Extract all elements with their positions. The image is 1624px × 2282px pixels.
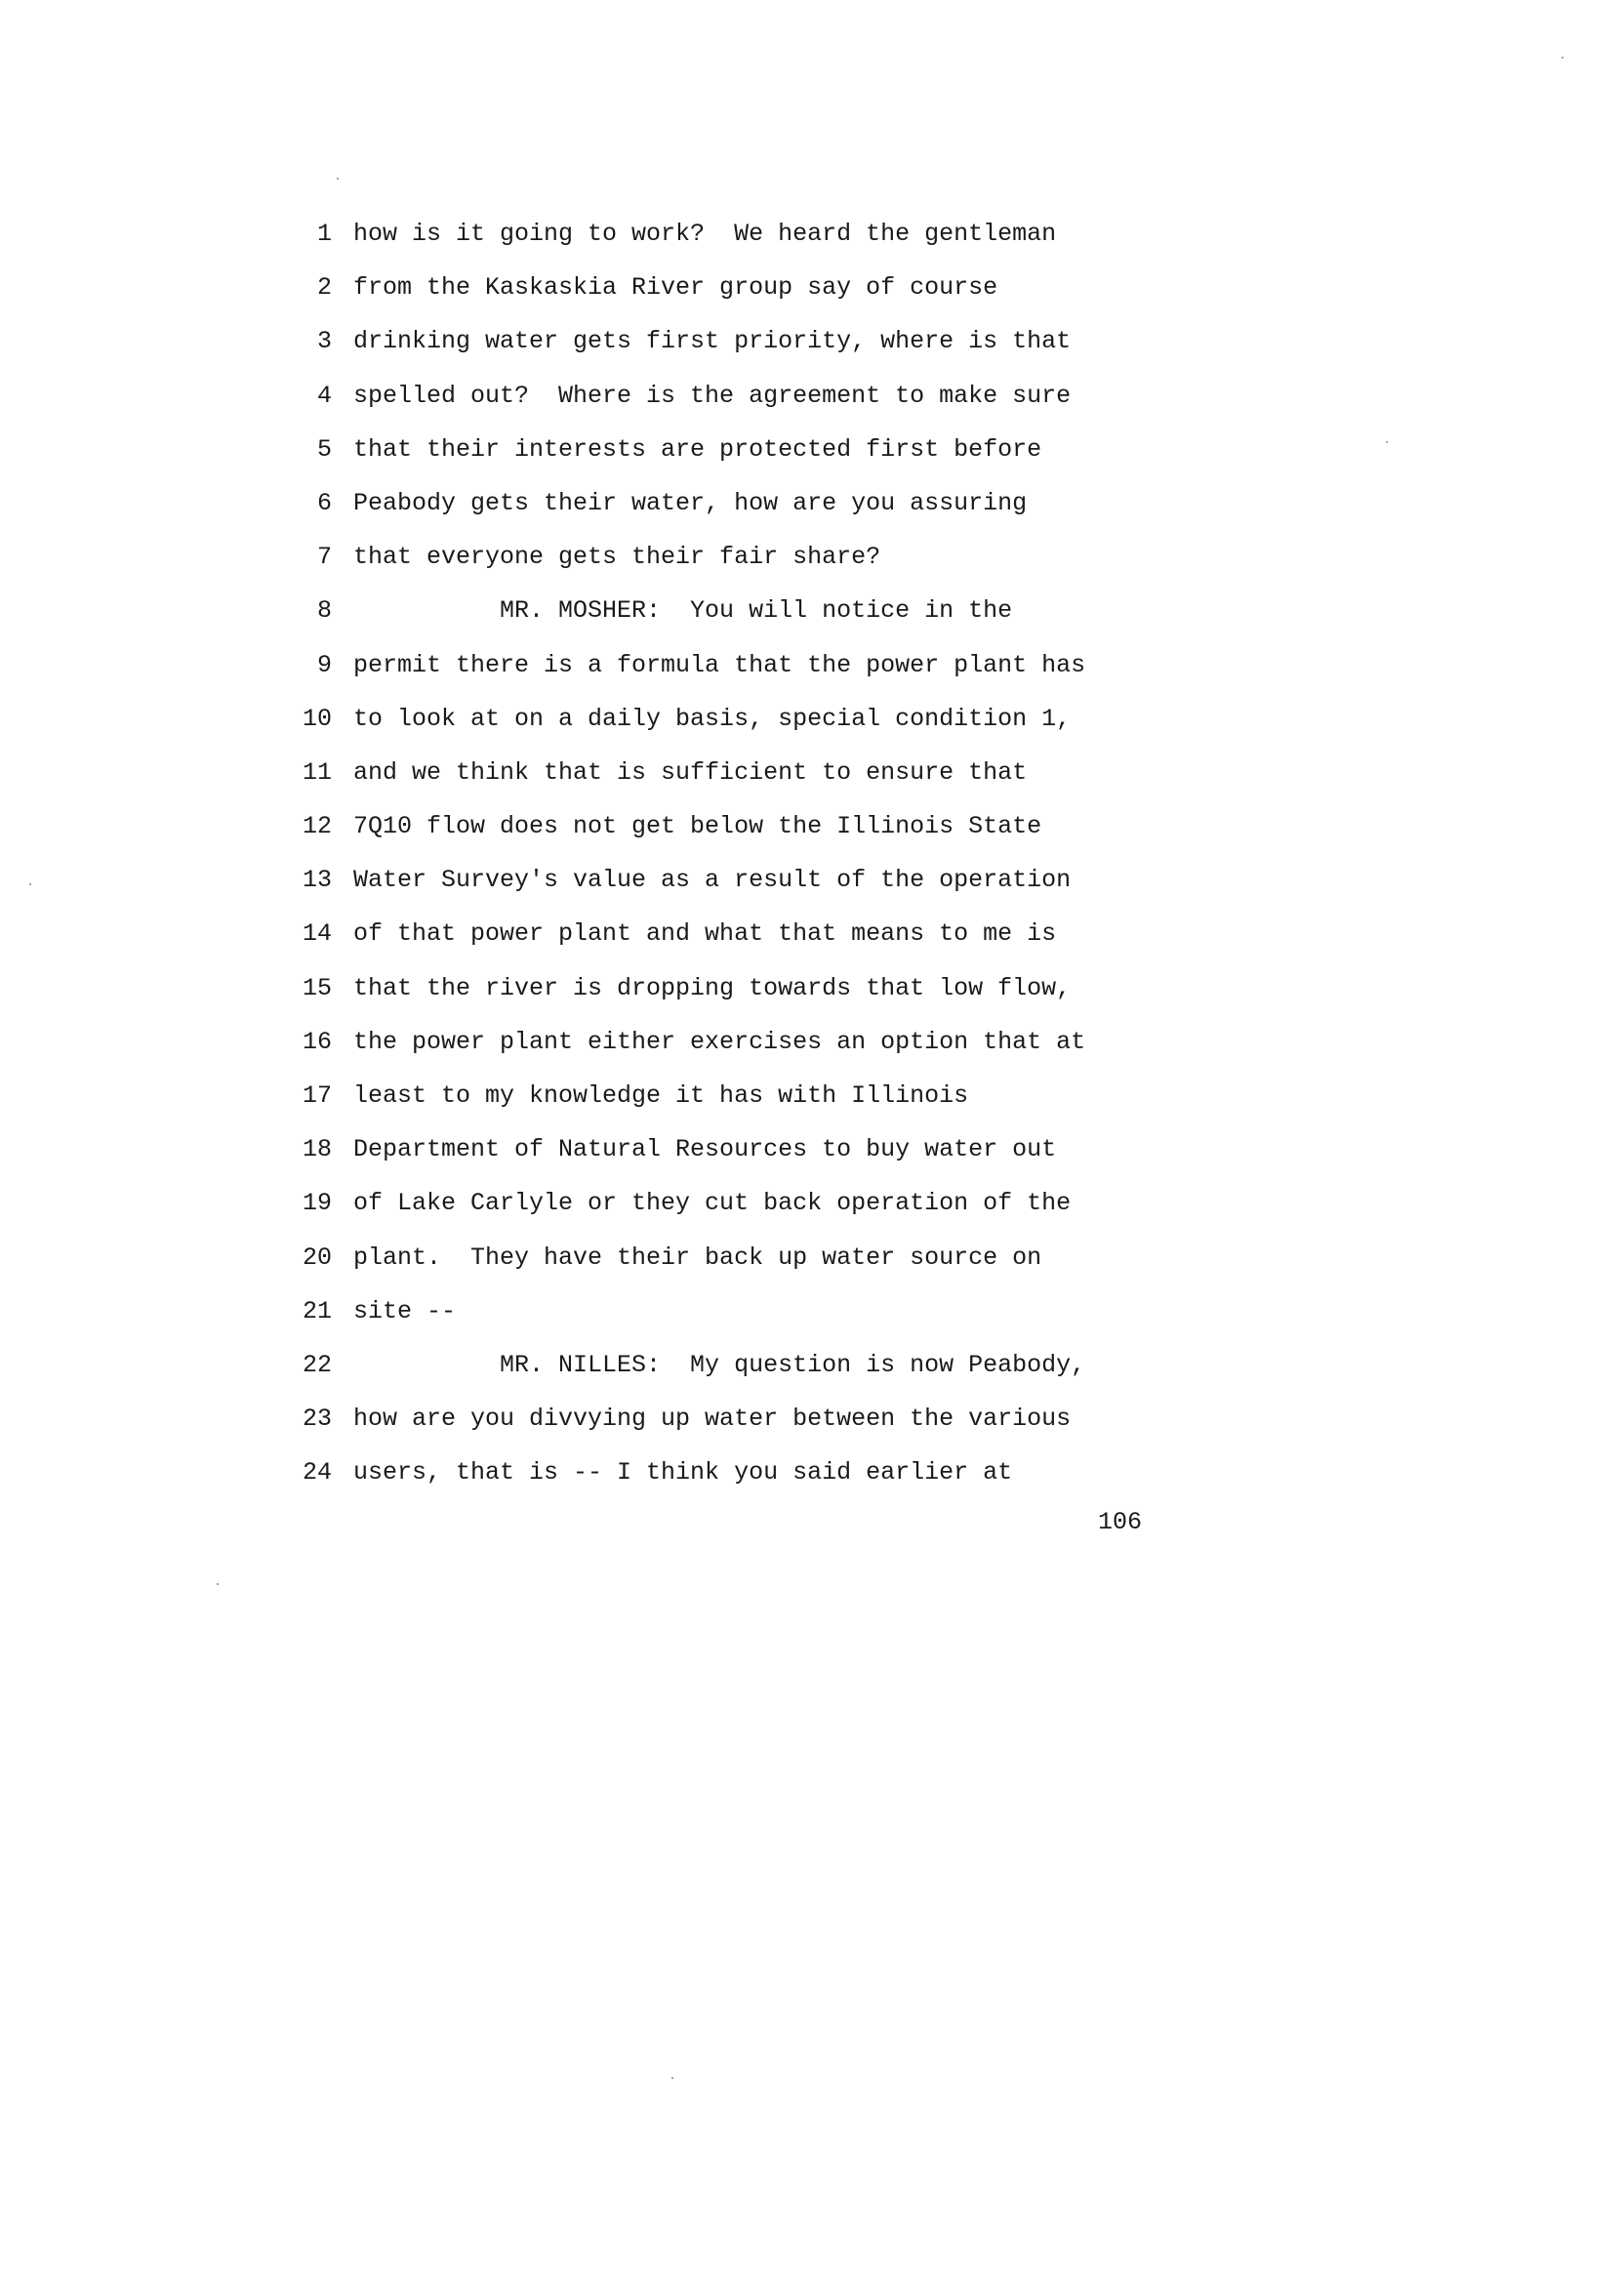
transcript-line <box>293 584 1152 637</box>
line-number: 6 <box>316 488 332 517</box>
line-text: least to my knowledge it has with Illinois <box>353 1081 969 1110</box>
line-number: 9 <box>316 650 332 679</box>
transcript-line <box>293 369 1152 423</box>
line-text: from the Kaskaskia River group say of course <box>353 273 998 303</box>
line-number: 21 <box>302 1296 332 1325</box>
line-text: of that power plant and what that means to me is <box>353 919 1057 949</box>
line-text: and we think that is sufficient to ensure that <box>353 757 1028 787</box>
transcript-line <box>293 853 1152 907</box>
line-text: Water Survey's value as a result of the operation <box>353 866 1072 895</box>
line-number: 10 <box>302 704 332 733</box>
line-text: how are you divvying up water between the various <box>353 1405 1072 1434</box>
line-text: how is it going to work? We heard the gentleman <box>353 220 1057 248</box>
transcript-line <box>293 1015 1152 1069</box>
line-number: 19 <box>302 1189 332 1218</box>
transcript-line <box>293 1176 1152 1230</box>
transcript-line <box>293 961 1152 1015</box>
line-text: to look at on a daily basis, special condition 1, <box>353 704 1072 733</box>
line-number: 16 <box>302 1027 332 1056</box>
scan-speck <box>217 1583 219 1585</box>
line-number: 13 <box>302 866 332 895</box>
transcript-body <box>293 207 1152 1500</box>
scan-speck <box>1562 57 1563 59</box>
line-text: that the river is dropping towards that low flow, <box>353 973 1072 1002</box>
line-number: 2 <box>316 273 332 303</box>
line-text: that everyone gets their fair share? <box>353 543 881 572</box>
scan-speck <box>671 2077 673 2079</box>
line-text: of Lake Carlyle or they cut back operation of the <box>353 1189 1072 1218</box>
scan-speck <box>1386 441 1388 443</box>
line-text: Peabody gets their water, how are you assuring <box>353 488 1028 517</box>
transcript-line <box>293 1338 1152 1392</box>
scan-speck <box>29 883 31 885</box>
transcript-line <box>293 1231 1152 1284</box>
transcript-line <box>293 907 1152 960</box>
line-text: spelled out? Where is the agreement to make sure <box>353 381 1072 410</box>
line-text: site -- <box>353 1296 457 1325</box>
transcript-line <box>293 207 1152 261</box>
transcript-line <box>293 638 1152 692</box>
transcript-line <box>293 1069 1152 1122</box>
line-text: MR. MOSHER: You will notice in the <box>353 596 1013 626</box>
line-number: 4 <box>316 381 332 410</box>
transcript-line <box>293 476 1152 530</box>
transcript-line <box>293 1446 1152 1499</box>
transcript-line <box>293 799 1152 853</box>
transcript-line <box>293 423 1152 476</box>
line-number: 18 <box>302 1135 332 1164</box>
line-number: 20 <box>302 1243 332 1272</box>
transcript-line <box>293 692 1152 746</box>
line-number: 7 <box>316 543 332 572</box>
transcript-line <box>293 1284 1152 1338</box>
transcript-line <box>293 1392 1152 1446</box>
transcript-line <box>293 314 1152 368</box>
transcript-line <box>293 746 1152 799</box>
line-text: the power plant either exercises an option that at <box>353 1027 1086 1056</box>
line-text: 7Q10 flow does not get below the Illinois State <box>353 812 1042 841</box>
transcript-line <box>293 530 1152 584</box>
line-text: plant. They have their back up water source on <box>353 1243 1042 1272</box>
line-text: that their interests are protected first before <box>353 434 1042 464</box>
line-number: 22 <box>302 1350 332 1379</box>
line-number: 15 <box>302 973 332 1002</box>
transcript-line <box>293 1122 1152 1176</box>
line-text: drinking water gets first priority, where is that <box>353 327 1072 356</box>
line-number: 24 <box>302 1458 332 1487</box>
line-text: MR. NILLES: My question is now Peabody, <box>353 1350 1086 1379</box>
line-number: 11 <box>302 757 332 787</box>
line-number: 14 <box>302 919 332 949</box>
line-number: 5 <box>316 434 332 464</box>
line-number: 23 <box>302 1405 332 1434</box>
line-text: Department of Natural Resources to buy water out <box>353 1135 1057 1164</box>
scan-speck <box>337 178 339 180</box>
line-number: 8 <box>316 596 332 626</box>
page-number: 106 <box>1097 1508 1142 1536</box>
line-text: permit there is a formula that the power plant has <box>353 650 1086 679</box>
line-number: 12 <box>302 812 332 841</box>
transcript-line <box>293 261 1152 314</box>
line-text: users, that is -- I think you said earlier at <box>353 1458 1013 1487</box>
line-number: 17 <box>302 1081 332 1110</box>
line-number: 3 <box>316 327 332 356</box>
line-number: 1 <box>316 220 332 248</box>
